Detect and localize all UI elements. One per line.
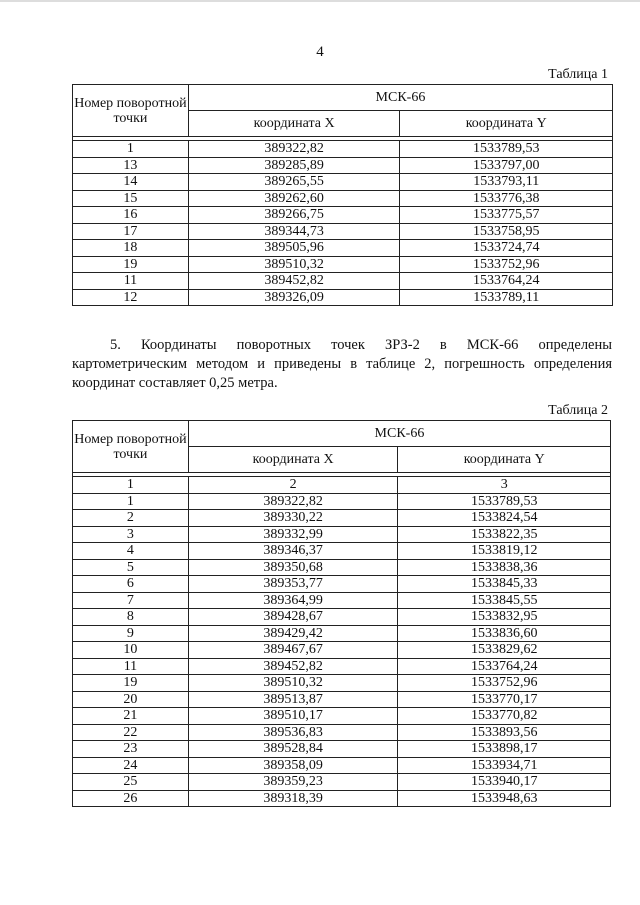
point-number-cell: 25 xyxy=(73,774,189,791)
coord-x-cell: 389510,17 xyxy=(188,708,398,725)
coord-y-cell: 1533819,12 xyxy=(398,543,611,560)
coord-y-cell: 1533893,56 xyxy=(398,724,611,741)
table-row xyxy=(73,190,613,207)
table2-caption: Таблица 2 xyxy=(548,403,608,418)
coord-y-cell: 1533724,74 xyxy=(400,240,613,257)
table-row xyxy=(73,708,611,725)
point-number-cell: 3 xyxy=(73,526,189,543)
table2-numbering-cell: 2 xyxy=(188,477,398,494)
coord-x-cell: 389428,67 xyxy=(188,609,398,626)
table-row xyxy=(73,526,611,543)
coord-y-cell: 1533764,24 xyxy=(398,658,611,675)
coord-x-cell: 389452,82 xyxy=(188,273,400,290)
point-number-cell: 11 xyxy=(73,273,189,290)
table-row xyxy=(73,559,611,576)
coord-x-cell: 389353,77 xyxy=(188,576,398,593)
coord-y-cell: 1533934,71 xyxy=(398,757,611,774)
point-number-cell: 26 xyxy=(73,790,189,807)
table-row xyxy=(73,774,611,791)
table2 xyxy=(72,420,611,807)
coord-y-cell: 1533838,36 xyxy=(398,559,611,576)
point-number-cell: 8 xyxy=(73,609,189,626)
table-row xyxy=(73,273,613,290)
table-row xyxy=(73,174,613,191)
coord-x-cell: 389350,68 xyxy=(188,559,398,576)
page-number: 4 xyxy=(316,44,324,60)
coord-y-cell: 1533845,33 xyxy=(398,576,611,593)
table-row xyxy=(73,592,611,609)
point-number-cell: 6 xyxy=(73,576,189,593)
coord-x-cell: 389332,99 xyxy=(188,526,398,543)
coord-y-cell: 1533764,24 xyxy=(400,273,613,290)
point-number-cell: 19 xyxy=(73,256,189,273)
coord-y-cell: 1533775,57 xyxy=(400,207,613,224)
table-row xyxy=(73,658,611,675)
table2-x-header: координата X xyxy=(188,447,398,473)
table-row xyxy=(73,493,611,510)
coord-y-cell: 1533824,54 xyxy=(398,510,611,527)
point-number-cell: 19 xyxy=(73,675,189,692)
coord-y-cell: 1533940,17 xyxy=(398,774,611,791)
table-row xyxy=(73,510,611,527)
point-number-cell: 1 xyxy=(73,141,189,158)
coord-y-cell: 1533789,11 xyxy=(400,289,613,306)
coord-x-cell: 389285,89 xyxy=(188,157,400,174)
table-row xyxy=(73,543,611,560)
table-row xyxy=(73,691,611,708)
table1-caption: Таблица 1 xyxy=(548,67,608,82)
table-row xyxy=(73,576,611,593)
table1 xyxy=(72,84,613,306)
coord-y-cell: 1533832,95 xyxy=(398,609,611,626)
table-row xyxy=(73,207,613,224)
coord-y-cell: 1533752,96 xyxy=(398,675,611,692)
table1-y-header: координата Y xyxy=(400,111,613,137)
coord-x-cell: 389326,09 xyxy=(188,289,400,306)
table2-numbering-cell: 3 xyxy=(398,477,611,494)
coord-x-cell: 389266,75 xyxy=(188,207,400,224)
coord-x-cell: 389505,96 xyxy=(188,240,400,257)
table2-body xyxy=(73,493,611,807)
table-row xyxy=(73,625,611,642)
coord-y-cell: 1533789,53 xyxy=(400,141,613,158)
coord-x-cell: 389510,32 xyxy=(188,675,398,692)
coord-y-cell: 1533793,11 xyxy=(400,174,613,191)
point-number-cell: 24 xyxy=(73,757,189,774)
table2-y-header: координата Y xyxy=(398,447,611,473)
point-number-cell: 16 xyxy=(73,207,189,224)
coord-y-cell: 1533836,60 xyxy=(398,625,611,642)
coord-y-cell: 1533789,53 xyxy=(398,493,611,510)
point-number-cell: 12 xyxy=(73,289,189,306)
coord-y-cell: 1533829,62 xyxy=(398,642,611,659)
point-number-cell: 10 xyxy=(73,642,189,659)
table-row xyxy=(73,223,613,240)
coord-x-cell: 389358,09 xyxy=(188,757,398,774)
table-row xyxy=(73,675,611,692)
table1-system-header: МСК-66 xyxy=(188,85,612,111)
coord-y-cell: 1533898,17 xyxy=(398,741,611,758)
point-number-cell: 9 xyxy=(73,625,189,642)
coord-x-cell: 389513,87 xyxy=(188,691,398,708)
coord-y-cell: 1533758,95 xyxy=(400,223,613,240)
coord-x-cell: 389330,22 xyxy=(188,510,398,527)
coord-x-cell: 389467,67 xyxy=(188,642,398,659)
table-row xyxy=(73,157,613,174)
table-row xyxy=(73,642,611,659)
coord-x-cell: 389359,23 xyxy=(188,774,398,791)
point-number-cell: 5 xyxy=(73,559,189,576)
coord-x-cell: 389322,82 xyxy=(188,141,400,158)
table-row xyxy=(73,790,611,807)
coord-x-cell: 389322,82 xyxy=(188,493,398,510)
coord-y-cell: 1533770,17 xyxy=(398,691,611,708)
point-number-cell: 14 xyxy=(73,174,189,191)
coord-x-cell: 389536,83 xyxy=(188,724,398,741)
table1-point-header: Номер поворотной точки xyxy=(73,85,189,137)
point-number-cell: 2 xyxy=(73,510,189,527)
coord-y-cell: 1533797,00 xyxy=(400,157,613,174)
coord-x-cell: 389262,60 xyxy=(188,190,400,207)
table-row xyxy=(73,289,613,306)
table-row xyxy=(73,609,611,626)
point-number-cell: 23 xyxy=(73,741,189,758)
coord-y-cell: 1533822,35 xyxy=(398,526,611,543)
table-row xyxy=(73,724,611,741)
paragraph-5: 5. Координаты поворотных точек ЗРЗ-2 в МСК-66 определены картометрическим методом и приведены в таблице 2, погрешность определения координат составляет 0,25 метра. xyxy=(72,337,612,391)
point-number-cell: 17 xyxy=(73,223,189,240)
coord-x-cell: 389429,42 xyxy=(188,625,398,642)
coord-x-cell: 389452,82 xyxy=(188,658,398,675)
table-row xyxy=(73,741,611,758)
coord-x-cell: 389364,99 xyxy=(188,592,398,609)
coord-y-cell: 1533752,96 xyxy=(400,256,613,273)
table2-numbering-cell: 1 xyxy=(73,477,189,494)
point-number-cell: 11 xyxy=(73,658,189,675)
point-number-cell: 13 xyxy=(73,157,189,174)
point-number-cell: 21 xyxy=(73,708,189,725)
table-row xyxy=(73,757,611,774)
point-number-cell: 18 xyxy=(73,240,189,257)
coord-y-cell: 1533770,82 xyxy=(398,708,611,725)
table1-x-header: координата X xyxy=(188,111,400,137)
coord-y-cell: 1533948,63 xyxy=(398,790,611,807)
table-row xyxy=(73,240,613,257)
table2-point-header: Номер поворотной точки xyxy=(73,421,189,473)
table1-body xyxy=(73,141,613,306)
coord-y-cell: 1533845,55 xyxy=(398,592,611,609)
coord-x-cell: 389528,84 xyxy=(188,741,398,758)
point-number-cell: 4 xyxy=(73,543,189,560)
coord-x-cell: 389318,39 xyxy=(188,790,398,807)
point-number-cell: 7 xyxy=(73,592,189,609)
coord-x-cell: 389346,37 xyxy=(188,543,398,560)
point-number-cell: 15 xyxy=(73,190,189,207)
scan-edge xyxy=(0,0,640,2)
table2-system-header: МСК-66 xyxy=(188,421,610,447)
point-number-cell: 1 xyxy=(73,493,189,510)
coord-x-cell: 389510,32 xyxy=(188,256,400,273)
coord-y-cell: 1533776,38 xyxy=(400,190,613,207)
table-row xyxy=(73,141,613,158)
coord-x-cell: 389265,55 xyxy=(188,174,400,191)
point-number-cell: 20 xyxy=(73,691,189,708)
table-row xyxy=(73,256,613,273)
coord-x-cell: 389344,73 xyxy=(188,223,400,240)
point-number-cell: 22 xyxy=(73,724,189,741)
